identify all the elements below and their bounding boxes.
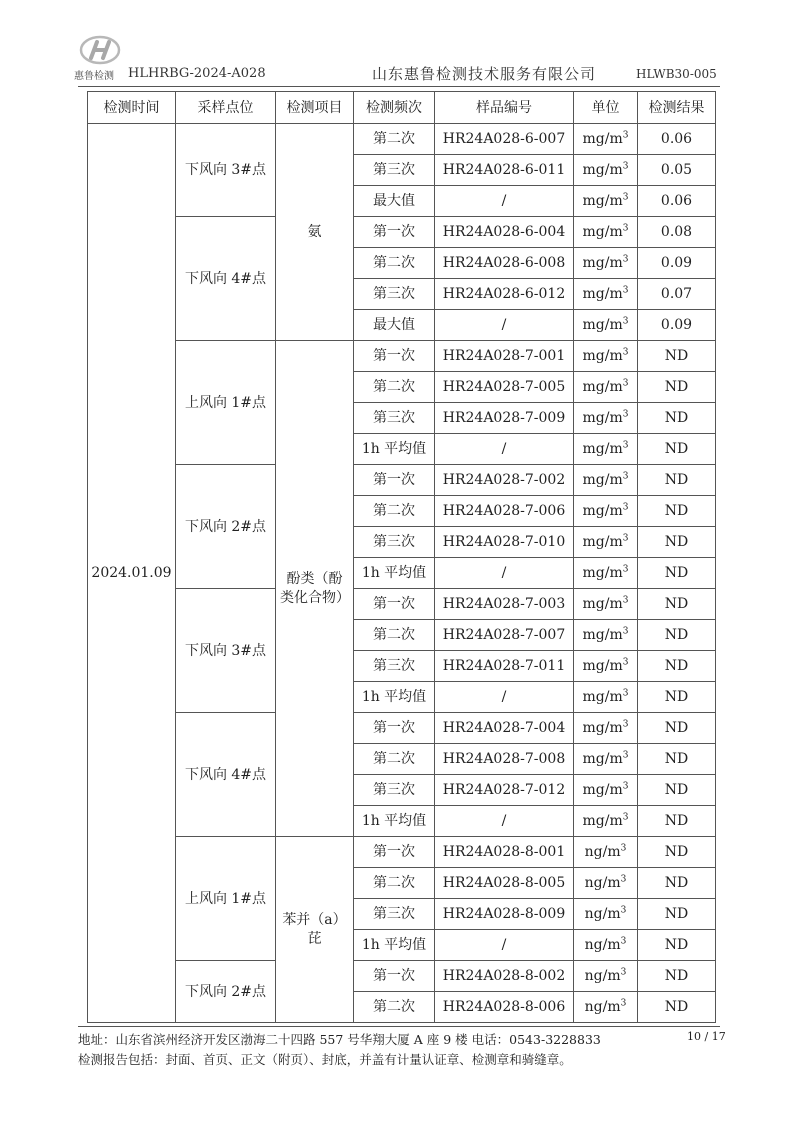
unit-text: mg/m — [582, 410, 623, 426]
table-header-row — [88, 92, 716, 124]
col-header-time: 检测时间 — [88, 92, 176, 124]
unit-cell — [574, 279, 638, 310]
frequency-cell: 1h 平均值 — [354, 558, 435, 589]
unit-cell — [574, 558, 638, 589]
unit-text: ng/m — [584, 999, 621, 1015]
unit-exponent: 3 — [620, 936, 627, 947]
sample-id-cell: HR24A028-7-011 — [435, 651, 574, 682]
unit-exponent: 3 — [620, 843, 627, 854]
frequency-cell: 第二次 — [354, 620, 435, 651]
unit-exponent: 3 — [622, 626, 629, 637]
sampling-point-cell: 下风向 4#点 — [176, 217, 276, 341]
sample-id-cell: / — [435, 186, 574, 217]
unit-text: mg/m — [582, 627, 623, 643]
frequency-cell: 第三次 — [354, 155, 435, 186]
result-cell: ND — [638, 341, 716, 372]
sample-id-cell: HR24A028-6-008 — [435, 248, 574, 279]
sample-id-cell: HR24A028-6-007 — [435, 124, 574, 155]
unit-cell — [574, 620, 638, 651]
test-item-cell: 氨 — [276, 124, 354, 341]
sample-id-cell: HR24A028-7-007 — [435, 620, 574, 651]
unit-cell — [574, 868, 638, 899]
col-header-point: 采样点位 — [176, 92, 276, 124]
unit-text: mg/m — [582, 689, 623, 705]
unit-exponent: 3 — [622, 192, 629, 203]
sample-id-cell: / — [435, 310, 574, 341]
result-cell: ND — [638, 961, 716, 992]
unit-cell — [574, 310, 638, 341]
company-logo — [78, 34, 122, 68]
result-cell: ND — [638, 744, 716, 775]
result-cell: ND — [638, 899, 716, 930]
col-header-sample-id: 样品编号 — [435, 92, 574, 124]
unit-exponent: 3 — [622, 254, 629, 265]
unit-cell — [574, 806, 638, 837]
frequency-cell: 第二次 — [354, 372, 435, 403]
result-cell: ND — [638, 868, 716, 899]
frequency-cell: 1h 平均值 — [354, 806, 435, 837]
unit-text: mg/m — [582, 813, 623, 829]
result-cell: 0.09 — [638, 310, 716, 341]
unit-text: mg/m — [582, 162, 623, 178]
result-cell: ND — [638, 837, 716, 868]
frequency-cell: 第二次 — [354, 868, 435, 899]
unit-cell — [574, 248, 638, 279]
test-item-cell: 酚类（酚类化合物） — [276, 341, 354, 837]
unit-exponent: 3 — [622, 688, 629, 699]
unit-exponent: 3 — [622, 378, 629, 389]
date-cell: 2024.01.09 — [88, 124, 176, 1023]
logo-h-mark — [91, 42, 109, 58]
unit-cell — [574, 217, 638, 248]
result-cell: 0.07 — [638, 279, 716, 310]
frequency-cell: 第二次 — [354, 248, 435, 279]
sampling-point-cell: 上风向 1#点 — [176, 341, 276, 465]
result-cell: 0.06 — [638, 124, 716, 155]
table-row — [88, 465, 716, 496]
result-cell: ND — [638, 527, 716, 558]
result-cell: ND — [638, 713, 716, 744]
results-table — [87, 91, 716, 1023]
unit-text: mg/m — [582, 193, 623, 209]
sample-id-cell: HR24A028-7-005 — [435, 372, 574, 403]
sample-id-cell: HR24A028-8-009 — [435, 899, 574, 930]
sample-id-cell: HR24A028-8-005 — [435, 868, 574, 899]
unit-cell — [574, 837, 638, 868]
sampling-point-cell: 下风向 3#点 — [176, 589, 276, 713]
unit-cell — [574, 961, 638, 992]
result-cell: ND — [638, 496, 716, 527]
unit-exponent: 3 — [620, 967, 627, 978]
unit-cell — [574, 744, 638, 775]
frequency-cell: 第三次 — [354, 403, 435, 434]
unit-exponent: 3 — [622, 750, 629, 761]
result-cell: ND — [638, 806, 716, 837]
sampling-point-cell: 下风向 4#点 — [176, 713, 276, 837]
result-cell: 0.09 — [638, 248, 716, 279]
unit-exponent: 3 — [622, 440, 629, 451]
table-row — [88, 341, 716, 372]
footer-divider — [78, 1026, 720, 1027]
unit-exponent: 3 — [622, 595, 629, 606]
unit-cell — [574, 341, 638, 372]
unit-exponent: 3 — [620, 874, 627, 885]
sample-id-cell: HR24A028-8-002 — [435, 961, 574, 992]
unit-text: mg/m — [582, 720, 623, 736]
header-divider — [78, 86, 720, 87]
frequency-cell: 1h 平均值 — [354, 682, 435, 713]
sample-id-cell: HR24A028-7-009 — [435, 403, 574, 434]
unit-cell — [574, 899, 638, 930]
company-name: 山东惠鲁检测技术服务有限公司 — [372, 65, 597, 83]
sample-id-cell: / — [435, 558, 574, 589]
frequency-cell: 第三次 — [354, 527, 435, 558]
table-row — [88, 837, 716, 868]
page-number: 10 / 17 — [687, 1030, 726, 1043]
frequency-cell: 第二次 — [354, 744, 435, 775]
col-header-item: 检测项目 — [276, 92, 354, 124]
sample-id-cell: HR24A028-8-006 — [435, 992, 574, 1023]
unit-exponent: 3 — [622, 657, 629, 668]
unit-cell — [574, 527, 638, 558]
unit-text: mg/m — [582, 348, 623, 364]
unit-cell — [574, 651, 638, 682]
result-cell: ND — [638, 992, 716, 1023]
result-cell: 0.08 — [638, 217, 716, 248]
frequency-cell: 最大值 — [354, 310, 435, 341]
unit-cell — [574, 713, 638, 744]
unit-exponent: 3 — [622, 130, 629, 141]
unit-cell — [574, 434, 638, 465]
result-cell: ND — [638, 651, 716, 682]
sample-id-cell: HR24A028-6-011 — [435, 155, 574, 186]
unit-text: mg/m — [582, 596, 623, 612]
frequency-cell: 第一次 — [354, 589, 435, 620]
result-cell: ND — [638, 558, 716, 589]
sample-id-cell: HR24A028-8-001 — [435, 837, 574, 868]
table-row — [88, 713, 716, 744]
unit-exponent: 3 — [622, 316, 629, 327]
unit-text: mg/m — [582, 379, 623, 395]
sampling-point-cell: 上风向 1#点 — [176, 837, 276, 961]
unit-text: mg/m — [582, 441, 623, 457]
unit-cell — [574, 682, 638, 713]
unit-text: mg/m — [582, 782, 623, 798]
unit-text: ng/m — [584, 875, 621, 891]
test-item-cell: 苯并（a）芘 — [276, 837, 354, 1023]
unit-text: mg/m — [582, 317, 623, 333]
frequency-cell: 第三次 — [354, 279, 435, 310]
unit-exponent: 3 — [622, 719, 629, 730]
logo-text: 惠鲁检测 — [74, 71, 114, 82]
sample-id-cell: HR24A028-7-010 — [435, 527, 574, 558]
table-row — [88, 124, 716, 155]
sample-id-cell: HR24A028-7-001 — [435, 341, 574, 372]
unit-text: ng/m — [584, 906, 621, 922]
unit-cell — [574, 496, 638, 527]
sampling-point-cell: 下风向 3#点 — [176, 124, 276, 217]
result-cell: ND — [638, 403, 716, 434]
sample-id-cell: / — [435, 434, 574, 465]
sample-id-cell: HR24A028-7-003 — [435, 589, 574, 620]
unit-exponent: 3 — [620, 998, 627, 1009]
unit-exponent: 3 — [622, 409, 629, 420]
frequency-cell: 第一次 — [354, 961, 435, 992]
result-cell: ND — [638, 620, 716, 651]
table-row — [88, 589, 716, 620]
result-cell: ND — [638, 434, 716, 465]
unit-cell — [574, 155, 638, 186]
unit-exponent: 3 — [620, 905, 627, 916]
unit-cell — [574, 372, 638, 403]
unit-cell — [574, 186, 638, 217]
frequency-cell: 第一次 — [354, 217, 435, 248]
sample-id-cell: / — [435, 682, 574, 713]
result-cell: 0.06 — [638, 186, 716, 217]
frequency-cell: 第一次 — [354, 341, 435, 372]
result-cell: ND — [638, 775, 716, 806]
sample-id-cell: / — [435, 930, 574, 961]
result-cell: 0.05 — [638, 155, 716, 186]
unit-cell — [574, 465, 638, 496]
unit-text: mg/m — [582, 472, 623, 488]
col-header-result: 检测结果 — [638, 92, 716, 124]
unit-text: mg/m — [582, 751, 623, 767]
unit-exponent: 3 — [622, 223, 629, 234]
unit-exponent: 3 — [622, 533, 629, 544]
result-cell: ND — [638, 682, 716, 713]
table-row — [88, 961, 716, 992]
unit-text: mg/m — [582, 255, 623, 271]
col-header-unit: 单位 — [574, 92, 638, 124]
unit-text: mg/m — [582, 534, 623, 550]
sample-id-cell: HR24A028-7-006 — [435, 496, 574, 527]
unit-exponent: 3 — [622, 285, 629, 296]
result-cell: ND — [638, 930, 716, 961]
frequency-cell: 第二次 — [354, 496, 435, 527]
footer-note: 检测报告包括：封面、首页、正文（附页）、封底，并盖有计量认证章、检测章和骑缝章。 — [78, 1052, 572, 1067]
unit-text: mg/m — [582, 224, 623, 240]
unit-exponent: 3 — [622, 502, 629, 513]
unit-exponent: 3 — [622, 564, 629, 575]
col-header-frequency: 检测频次 — [354, 92, 435, 124]
unit-cell — [574, 930, 638, 961]
frequency-cell: 1h 平均值 — [354, 434, 435, 465]
frequency-cell: 最大值 — [354, 186, 435, 217]
table-row — [88, 217, 716, 248]
unit-exponent: 3 — [622, 471, 629, 482]
unit-cell — [574, 589, 638, 620]
unit-cell — [574, 124, 638, 155]
frequency-cell: 第一次 — [354, 465, 435, 496]
frequency-cell: 第一次 — [354, 837, 435, 868]
frequency-cell: 第一次 — [354, 713, 435, 744]
result-cell: ND — [638, 465, 716, 496]
unit-exponent: 3 — [622, 347, 629, 358]
form-number: HLWB30-005 — [636, 67, 717, 81]
sample-id-cell: HR24A028-6-012 — [435, 279, 574, 310]
frequency-cell: 第二次 — [354, 124, 435, 155]
sample-id-cell: HR24A028-7-002 — [435, 465, 574, 496]
sample-id-cell: / — [435, 806, 574, 837]
sample-id-cell: HR24A028-6-004 — [435, 217, 574, 248]
unit-text: mg/m — [582, 658, 623, 674]
unit-cell — [574, 992, 638, 1023]
unit-text: mg/m — [582, 565, 623, 581]
report-number: HLHRBG-2024-A028 — [128, 66, 266, 81]
unit-text: mg/m — [582, 131, 623, 147]
sampling-point-cell: 下风向 2#点 — [176, 961, 276, 1023]
unit-text: ng/m — [584, 844, 621, 860]
result-cell: ND — [638, 589, 716, 620]
frequency-cell: 第二次 — [354, 992, 435, 1023]
sampling-point-cell: 下风向 2#点 — [176, 465, 276, 589]
unit-text: ng/m — [584, 937, 621, 953]
sample-id-cell: HR24A028-7-012 — [435, 775, 574, 806]
frequency-cell: 第三次 — [354, 775, 435, 806]
frequency-cell: 1h 平均值 — [354, 930, 435, 961]
unit-text: mg/m — [582, 286, 623, 302]
footer-address: 地址：山东省滨州经济开发区渤海二十四路 557 号华翔大厦 A 座 9 楼 电话：0543-3228833 — [78, 1032, 601, 1047]
unit-exponent: 3 — [622, 161, 629, 172]
sample-id-cell: HR24A028-7-004 — [435, 713, 574, 744]
sample-id-cell: HR24A028-7-008 — [435, 744, 574, 775]
unit-text: mg/m — [582, 503, 623, 519]
result-cell: ND — [638, 372, 716, 403]
unit-text: ng/m — [584, 968, 621, 984]
unit-exponent: 3 — [622, 781, 629, 792]
unit-exponent: 3 — [622, 812, 629, 823]
unit-cell — [574, 403, 638, 434]
frequency-cell: 第三次 — [354, 899, 435, 930]
unit-cell — [574, 775, 638, 806]
frequency-cell: 第三次 — [354, 651, 435, 682]
